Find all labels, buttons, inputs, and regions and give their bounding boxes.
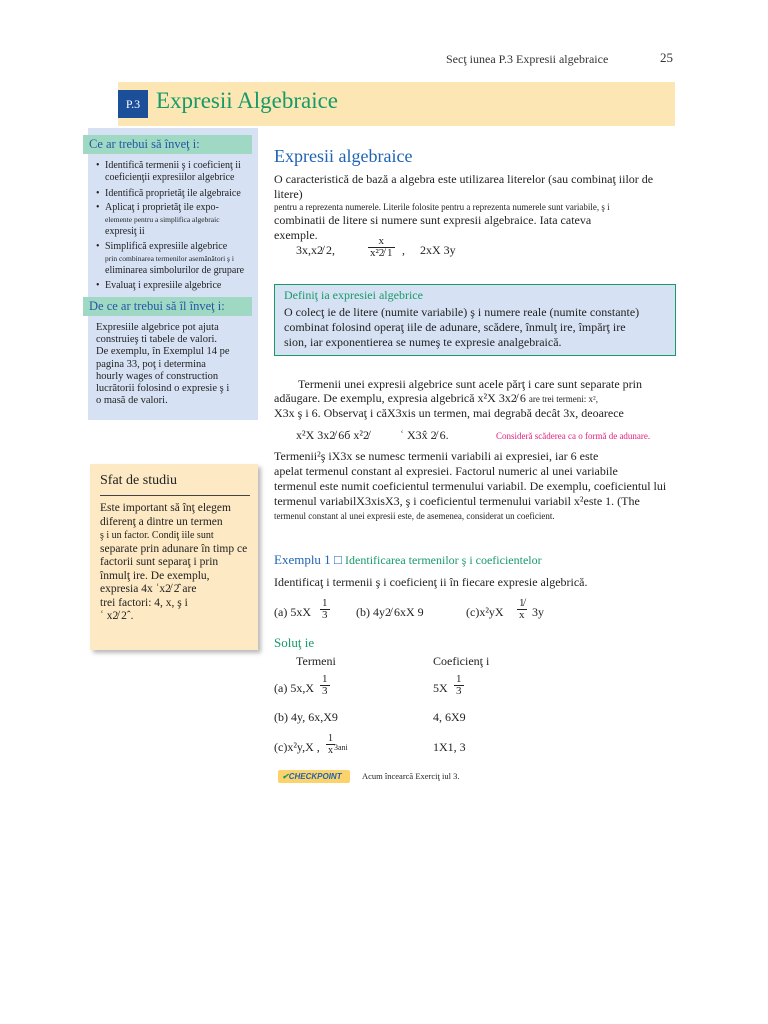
equation: x²X 3x2̸ 6б x²2̸ [296,428,369,442]
study-tip-title: Sfat de studiu [100,473,177,488]
section-badge: P.3 [118,90,148,118]
example-heading: Exemplu 1 □ Identificarea termenilor ş i coeficientelor [274,552,542,567]
checkpoint-text: Acum încearcă Exerciţ iul 3. [362,771,460,781]
solution-heading: Soluţ ie [274,635,315,650]
learn-item: • Aplicaţ i proprietăţ ile expo- elemente pentru a simplifica algebraic expresiţ ii [96,202,220,237]
definition-title: Definiţ ia expresiei algebrice [284,288,423,302]
row-b-terms: (b) 4y, 6x,X9 [274,710,338,724]
learn-heading: Ce ar trebui să înveţ i: [83,135,252,154]
definition-text: O colecţ ie de litere (numite variabile) ş i numere reale (numite constante) combinat folosind operaţ iile de adunare, scădere, înmulţ ire, împărţ ire sion, iar exponentierea se numeş te expresie analgebraică. [284,305,640,349]
example-separator: , [402,243,405,257]
row-b-coef: 4, 6X9 [433,710,466,724]
paragraph-terms-3: X3x ş i 6. Observaţ i căX3xis un termen, mai degrabă decât 3x, deoarece [274,406,624,420]
learn-item: • Identifică proprietăţ ile algebraice [96,188,241,199]
why-heading: De ce ar trebui să îl înveţ i: [83,297,252,316]
example-c-tail: 3y [532,605,544,619]
example-b: (b) 4y2̸ 6xX 9 [356,605,424,619]
row-c-fraction: $\frac{1}{x}$ [328,733,333,756]
example-fraction: $\frac{x}{\text{x²2̸ 1}}$ [370,235,393,259]
fraction-a: $\frac{1}{3}$ [322,597,328,621]
row-c-terms: (c)x²y,X , [274,740,320,754]
paragraph-intro: O caracteristică de bază a algebra este utilizarea literelor (sau combinaţ iilor de litere) pentru a reprezenta numerele. Literile folosite pentru a reprezenta numerele sunt variabile, ş i combinatii de litere si numere sunt expresii algebraice. Iata cateva exemple. [274,172,654,242]
checkpoint-badge: ✔CHECKPOINT [278,770,350,783]
paragraph-coefficients: Termenii²ş iX3x se numesc termenii variabili ai expresiei, iar 6 este apelat termenul constant al expresiei. Factorul numeric al unei variabile termenul este numit coeficientul termenului variabil. De exemplu, coeficientul lui termenul variabilX3xisX3, ş i coeficientul termenului variabil x²este 1. (The termenul constant al unei expresii este, de asemenea, considerat un coeficient. [274,449,667,521]
example-expression-3: 2xX 3y [420,243,456,257]
paragraph-terms: Termenii unei expresii algebrice sunt acele părţ i care sunt separate prin [298,377,643,391]
paragraph-terms-2: adăugare. De exemplu, expresia algebrică x²X 3x2̸ 6 are trei termeni: x², [274,391,598,405]
page-number: 25 [660,50,673,65]
row-a-coef: 5X [433,681,448,695]
running-header: Secţ iunea P.3 Expresii algebraice [446,52,609,66]
section-title: Expresii Algebraice [156,88,339,113]
learn-item: • Identifică termenii ş i coeficienţ ii coeficienţii expresiilor algebrice [96,160,241,183]
example-instructions: Identificaţ i termenii ş i coeficienţ ii în fiecare expresie algebrică. [274,575,588,589]
check-icon: ✔ [282,772,289,781]
row-a-fraction: $\frac{1}{3}$ [322,673,328,697]
learn-item: • Evaluaţ i expresiile algebrice [96,280,222,291]
study-tip-text: Este important să înţ elegem diferenţ a dintre un termen ş i un factor. Condiţ iile sunt separate prin adunare în timp ce factorii sunt separaţ i prin înmulţ ire. De exemplu, expresia 4x ʿx2̸ 2̂ are trei factori: 4, x, ş i ʿ x2̸ 2ˆ. [100,502,248,622]
example-c: (c)x²yX [466,605,504,619]
example-a: (a) 5xX [274,605,311,619]
row-a-coef-fraction: $\frac{1}{3}$ [456,673,462,697]
why-text: Expresiile algebrice pot ajuta construieş ti tabele de valori. De exemplu, în Exemplul 14 pe pagina 33, poţ i determina hourly wages of construction lucrătorii folosind o expresie ş i o masă de valori. [96,322,230,407]
equation-continued: ʿ X3x̂ 2̸ 6. [400,428,449,442]
fraction-c: $\frac{1̸}{x}$ [519,597,525,621]
heading-expresii: Expresii algebraice [274,146,413,166]
row-c-coef: 1X1, 3 [433,740,466,754]
margin-note: Consideră scăderea ca o formă de adunare. [496,431,651,441]
column-coefficients: Coeficienţ i [433,654,490,668]
divider [100,495,250,496]
row-c-small: 3ani [334,743,348,752]
row-a-terms: (a) 5x,X [274,681,314,695]
learn-item: • Simplifică expresiile algebrice prin combinarea termenilor asemănători ş i eliminarea simbolurilor de grupare [96,241,245,276]
example-expression-1: 3x,x2̸ 2, [296,243,335,257]
column-terms: Termeni [296,654,336,668]
